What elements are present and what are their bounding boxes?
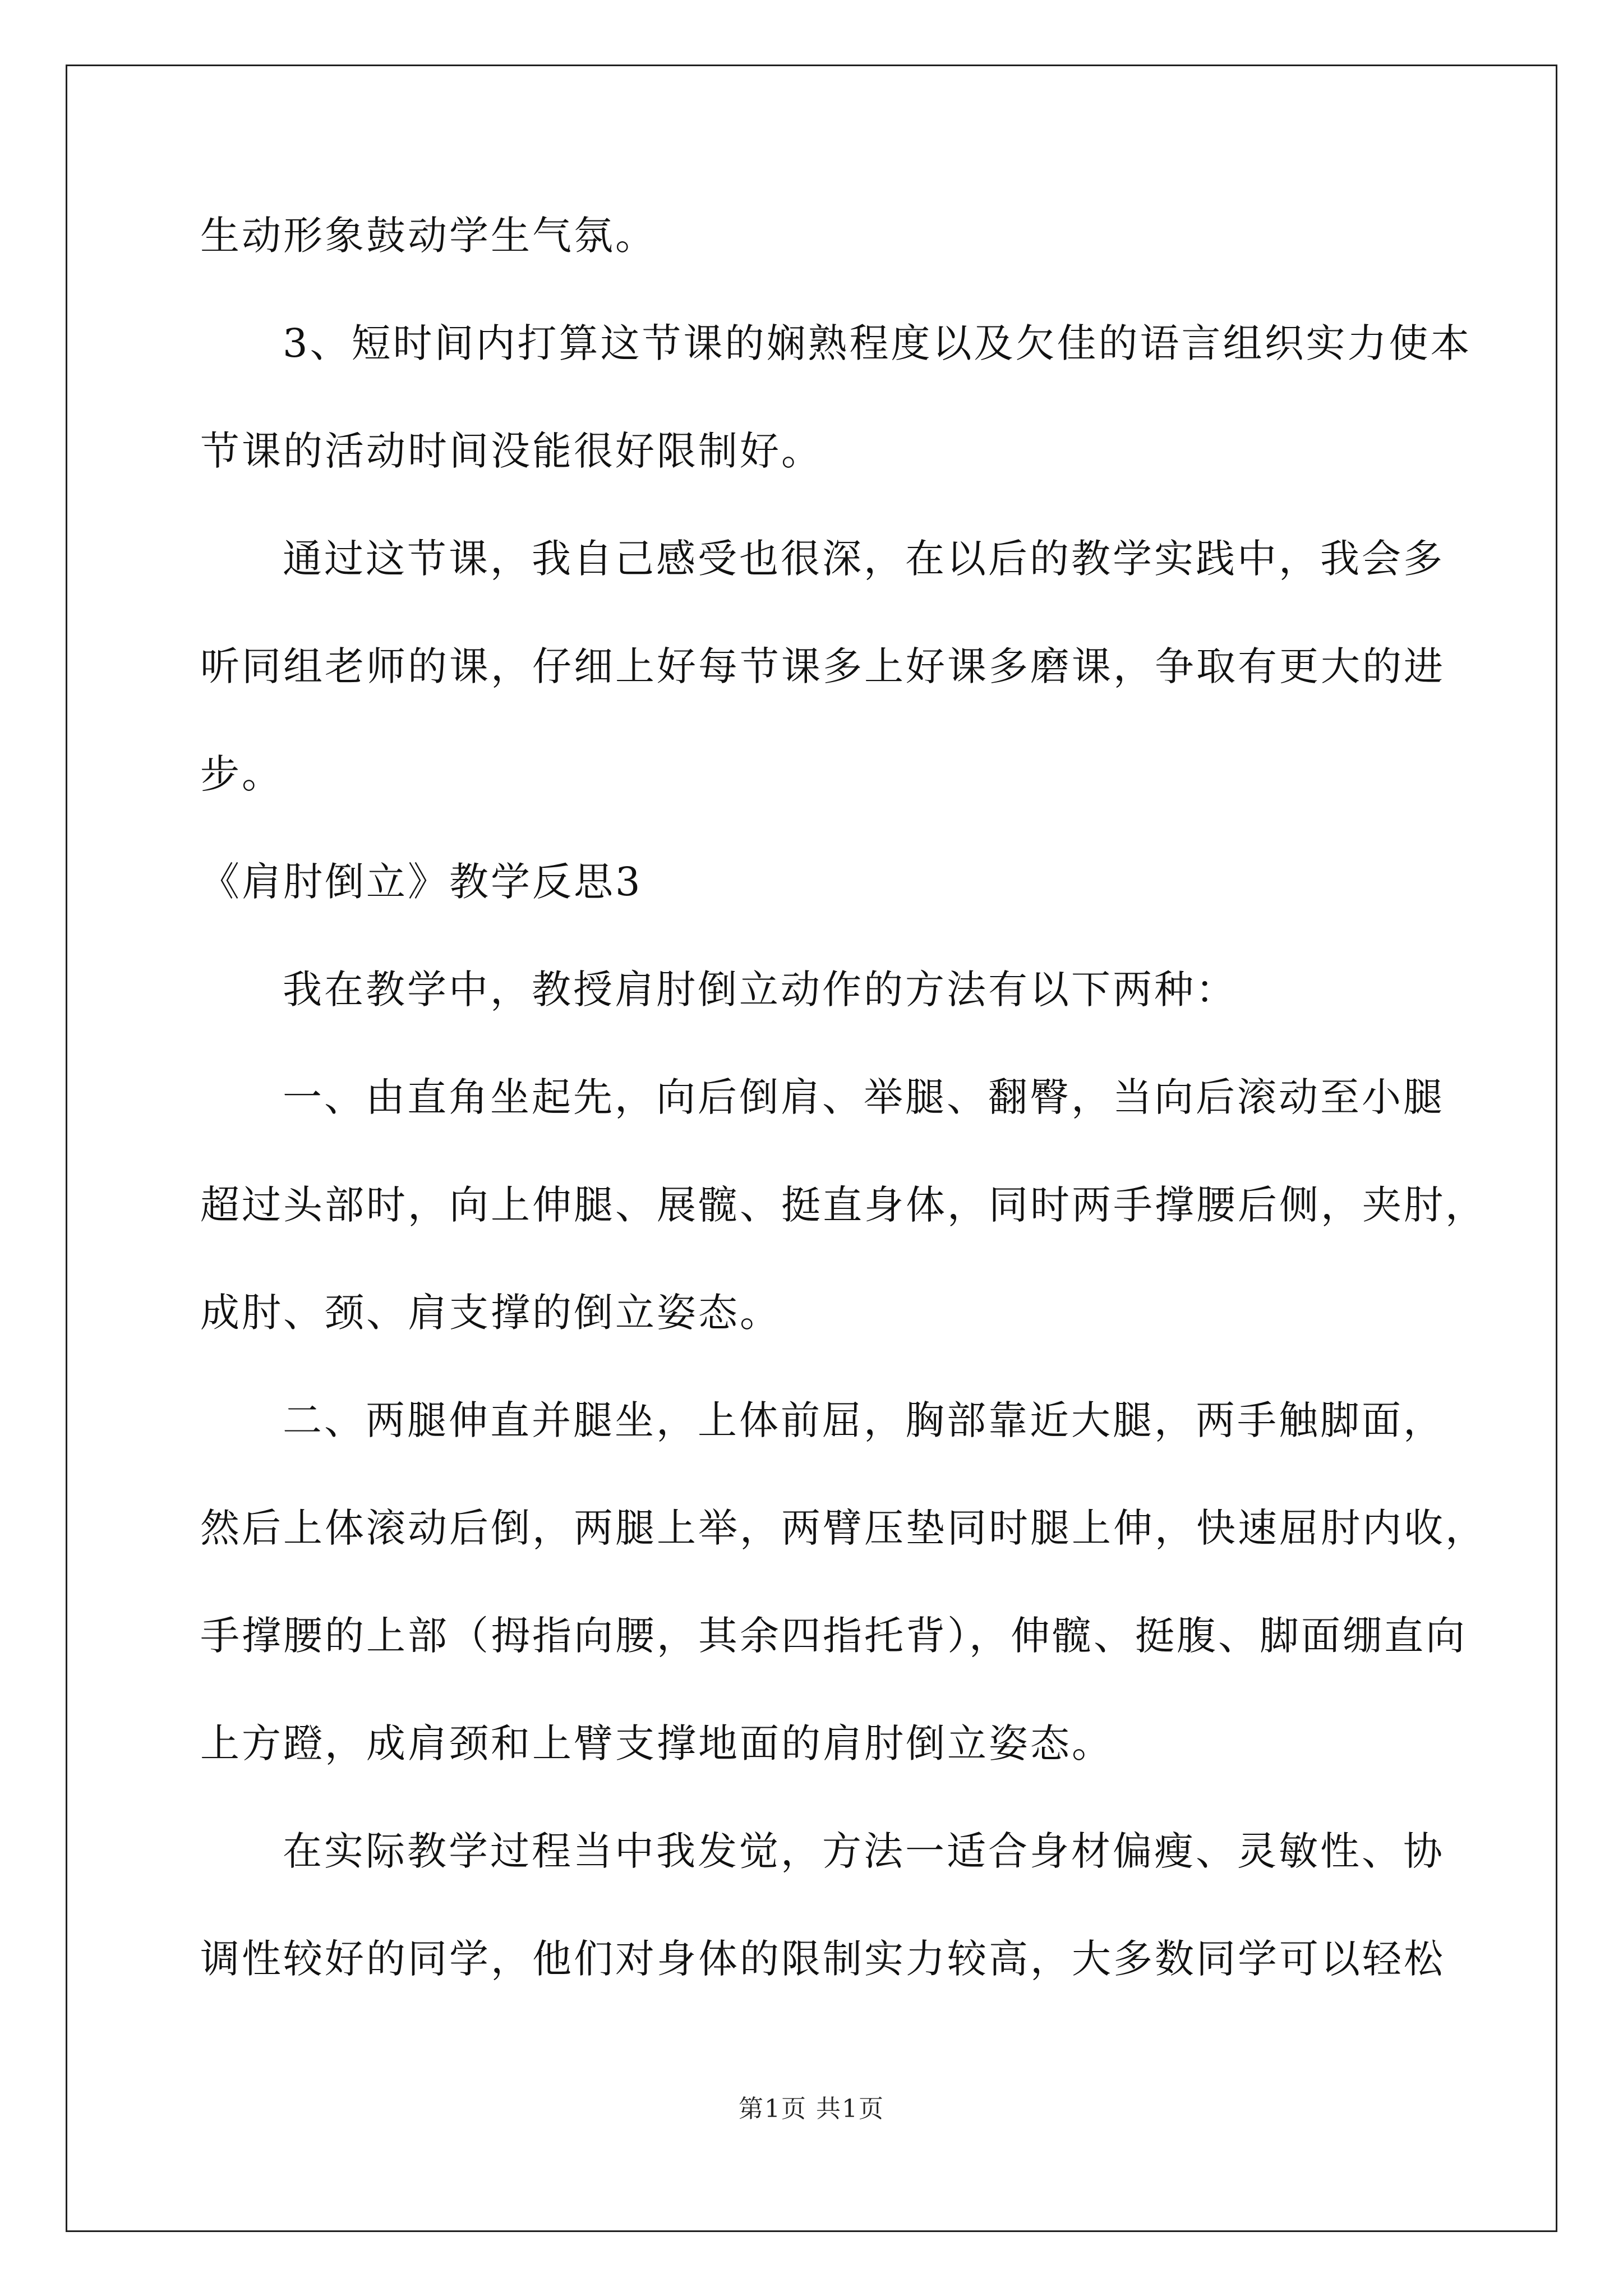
paragraph-line: 我在教学中，教授肩肘倒立动作的方法有以下两种： (283, 967, 1237, 1013)
paragraph-line: 听同组老师的课，仔细上好每节课多上好课多磨课，争取有更大的进 (200, 643, 1445, 689)
paragraph-line: 一、由直角坐起先，向后倒肩、举腿、翻臀，当向后滚动至小腿 (283, 1074, 1445, 1120)
paragraph-line: 上方蹬，成肩颈和上臂支撑地面的肩肘倒立姿态。 (200, 1720, 1113, 1766)
paragraph-line: 步。 (200, 751, 283, 797)
paragraph-line: 然后上体滚动后倒，两腿上举，两臂压垫同时腿上伸，快速屈肘内收， (200, 1505, 1487, 1551)
paragraph-line: 通过这节课，我自己感受也很深，在以后的教学实践中，我会多 (283, 536, 1445, 582)
page-border (66, 65, 1557, 2232)
paragraph-line: 调性较好的同学，他们对身体的限制实力较高，大多数同学可以轻松 (200, 1936, 1445, 1982)
paragraph-line: 3、短时间内打算这节课的娴熟程度以及欠佳的语言组织实力使本 (283, 320, 1472, 366)
paragraph-line: 超过头部时，向上伸腿、展髋、挺直身体，同时两手撑腰后侧，夹肘， (200, 1182, 1487, 1228)
paragraph-line: 成肘、颈、肩支撑的倒立姿态。 (200, 1290, 781, 1336)
paragraph-line: 节课的活动时间没能很好限制好。 (200, 428, 823, 474)
section-heading: 《肩肘倒立》教学反思3 (200, 859, 643, 905)
paragraph-line: 在实际教学过程当中我发觉，方法一适合身材偏瘦、灵敏性、协 (283, 1828, 1445, 1874)
paragraph-line: 生动形象鼓动学生气氛。 (200, 213, 657, 259)
paragraph-line: 手撑腰的上部（拇指向腰，其余四指托背），伸髋、挺腹、脚面绷直向 (200, 1613, 1467, 1659)
paragraph-line: 二、两腿伸直并腿坐，上体前屈，胸部靠近大腿，两手触脚面， (283, 1397, 1445, 1443)
page-footer: 第1页 共1页 (739, 2095, 884, 2123)
